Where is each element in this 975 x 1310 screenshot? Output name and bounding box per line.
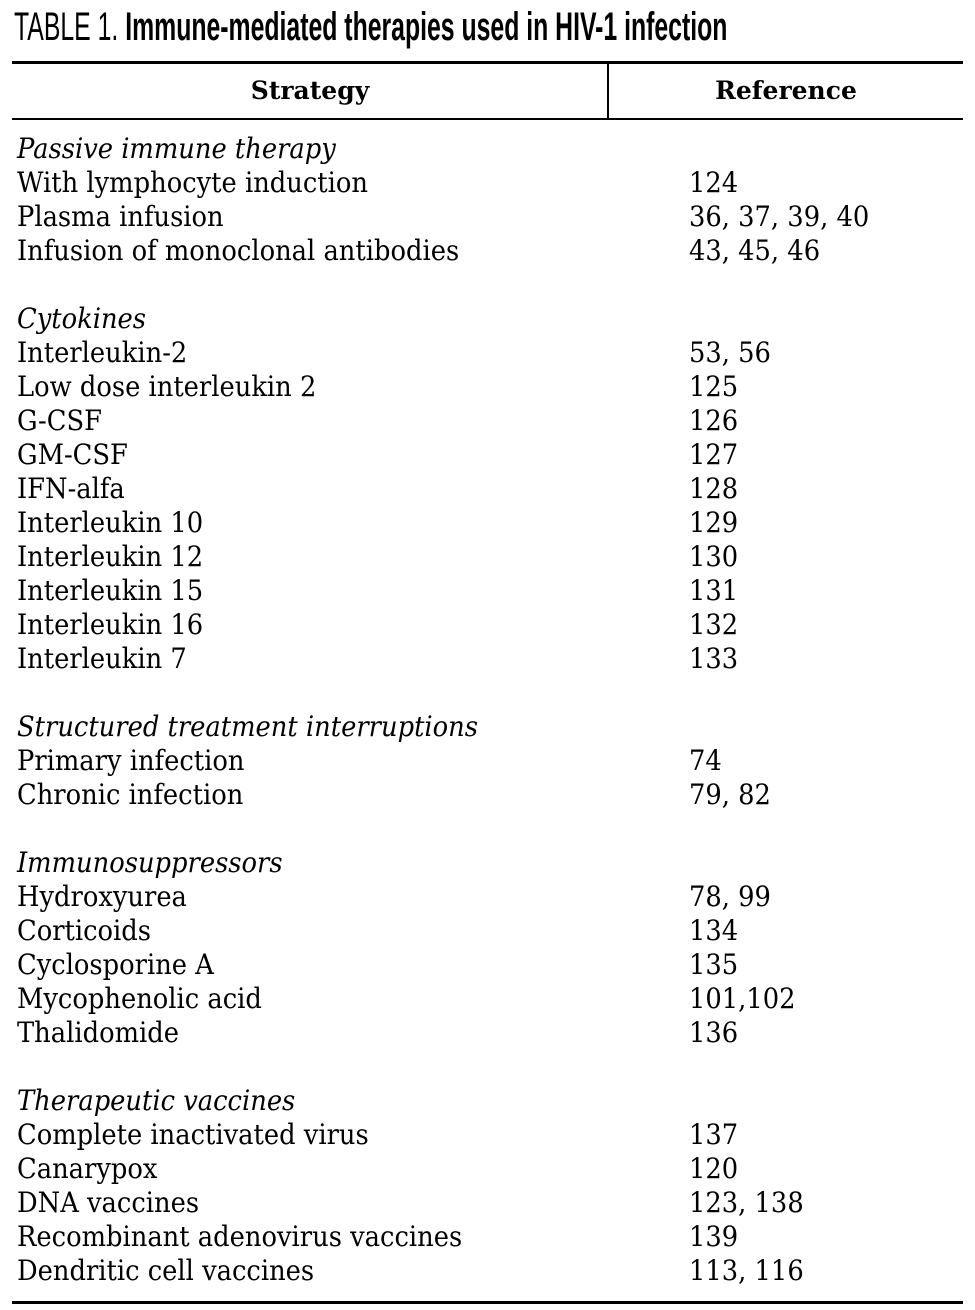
table-row [17, 1254, 963, 1288]
group-spacer [17, 1050, 963, 1084]
table-row [17, 166, 963, 200]
cell-strategy: Infusion of monoclonal antibodies [17, 234, 460, 267]
table-row [17, 914, 963, 948]
table-row [17, 472, 963, 506]
table-row [17, 1152, 963, 1186]
table-row [17, 506, 963, 540]
cell-strategy: Chronic infection [17, 778, 244, 811]
table-row [17, 438, 963, 472]
cell-strategy: Interleukin 10 [17, 506, 204, 539]
cell-strategy: Interleukin 12 [17, 540, 204, 573]
cell-strategy: Interleukin 15 [17, 574, 204, 607]
cell-reference: 113, 116 [689, 1254, 804, 1287]
table-row [17, 642, 963, 676]
cell-reference: 135 [689, 948, 739, 981]
column-header-strategy: Strategy [250, 76, 370, 105]
group-heading-label: Passive immune therapy [17, 132, 336, 165]
table-row [17, 370, 963, 404]
group-spacer [17, 268, 963, 302]
table-row [17, 404, 963, 438]
cell-reference: 129 [689, 506, 739, 539]
cell-reference: 43, 45, 46 [689, 234, 821, 267]
cell-strategy: Interleukin 16 [17, 608, 204, 641]
table-row [17, 880, 963, 914]
group-spacer [17, 812, 963, 846]
table-row [17, 574, 963, 608]
cell-strategy: Thalidomide [17, 1016, 180, 1049]
group-heading-label: Cytokines [17, 302, 147, 335]
table-row [17, 1220, 963, 1254]
cell-reference: 74 [689, 744, 722, 777]
table-top-rule [12, 61, 963, 64]
cell-strategy: Primary infection [17, 744, 245, 777]
table-row [17, 744, 963, 778]
table-row [17, 336, 963, 370]
cell-strategy: Complete inactivated virus [17, 1118, 369, 1151]
cell-strategy: Cyclosporine A [17, 948, 214, 981]
cell-strategy: Plasma infusion [17, 200, 224, 233]
cell-strategy: Interleukin 7 [17, 642, 187, 675]
table-group-heading [17, 846, 963, 880]
group-heading-label: Immunosuppressors [17, 846, 283, 879]
group-heading-label: Structured treatment interruptions [17, 710, 478, 743]
table-row [17, 608, 963, 642]
table-row [17, 200, 963, 234]
table-group-heading [17, 710, 963, 744]
cell-reference: 136 [689, 1016, 739, 1049]
table-group-heading [17, 132, 963, 166]
table-group-heading [17, 302, 963, 336]
cell-strategy: Mycophenolic acid [17, 982, 262, 1015]
table-header-rule [12, 118, 963, 120]
cell-strategy: GM-CSF [17, 438, 128, 471]
table-row [17, 234, 963, 268]
cell-reference: 123, 138 [689, 1186, 804, 1219]
cell-reference: 130 [689, 540, 739, 573]
cell-reference: 125 [689, 370, 739, 403]
cell-strategy: Corticoids [17, 914, 152, 947]
cell-reference: 120 [689, 1152, 739, 1185]
cell-strategy: DNA vaccines [17, 1186, 200, 1219]
table-row [17, 540, 963, 574]
cell-reference: 53, 56 [689, 336, 771, 369]
cell-reference: 78, 99 [689, 880, 771, 913]
cell-reference: 131 [689, 574, 739, 607]
cell-reference: 79, 82 [689, 778, 771, 811]
cell-strategy: With lymphocyte induction [17, 166, 368, 199]
cell-strategy: Interleukin-2 [17, 336, 188, 369]
cell-reference: 137 [689, 1118, 739, 1151]
cell-reference: 101,102 [689, 982, 796, 1015]
cell-strategy: Dendritic cell vaccines [17, 1254, 315, 1287]
cell-reference: 127 [689, 438, 739, 471]
cell-reference: 126 [689, 404, 739, 437]
cell-reference: 139 [689, 1220, 739, 1253]
cell-strategy: G-CSF [17, 404, 102, 437]
table-row [17, 1118, 963, 1152]
table-caption-label: TABLE 1. [14, 5, 119, 49]
table-caption-title: Immune-mediated therapies used in HIV-1 infection [125, 5, 728, 49]
table-bottom-rule [12, 1301, 963, 1304]
cell-reference: 132 [689, 608, 739, 641]
group-spacer [17, 676, 963, 710]
table-row [17, 778, 963, 812]
table-row [17, 1016, 963, 1050]
table-row [17, 982, 963, 1016]
cell-strategy: IFN-alfa [17, 472, 125, 505]
cell-reference: 128 [689, 472, 739, 505]
cell-reference: 134 [689, 914, 739, 947]
table-caption [14, 4, 727, 50]
group-heading-label: Therapeutic vaccines [17, 1084, 296, 1117]
table-group-heading [17, 1084, 963, 1118]
cell-strategy: Recombinant adenovirus vaccines [17, 1220, 463, 1253]
table-row [17, 1186, 963, 1220]
cell-reference: 124 [689, 166, 739, 199]
cell-reference: 133 [689, 642, 739, 675]
column-header-reference: Reference [715, 76, 857, 105]
cell-reference: 36, 37, 39, 40 [689, 200, 870, 233]
cell-strategy: Hydroxyurea [17, 880, 187, 913]
cell-strategy: Canarypox [17, 1152, 158, 1185]
table-body [17, 132, 963, 1288]
table-row [17, 948, 963, 982]
cell-strategy: Low dose interleukin 2 [17, 370, 317, 403]
